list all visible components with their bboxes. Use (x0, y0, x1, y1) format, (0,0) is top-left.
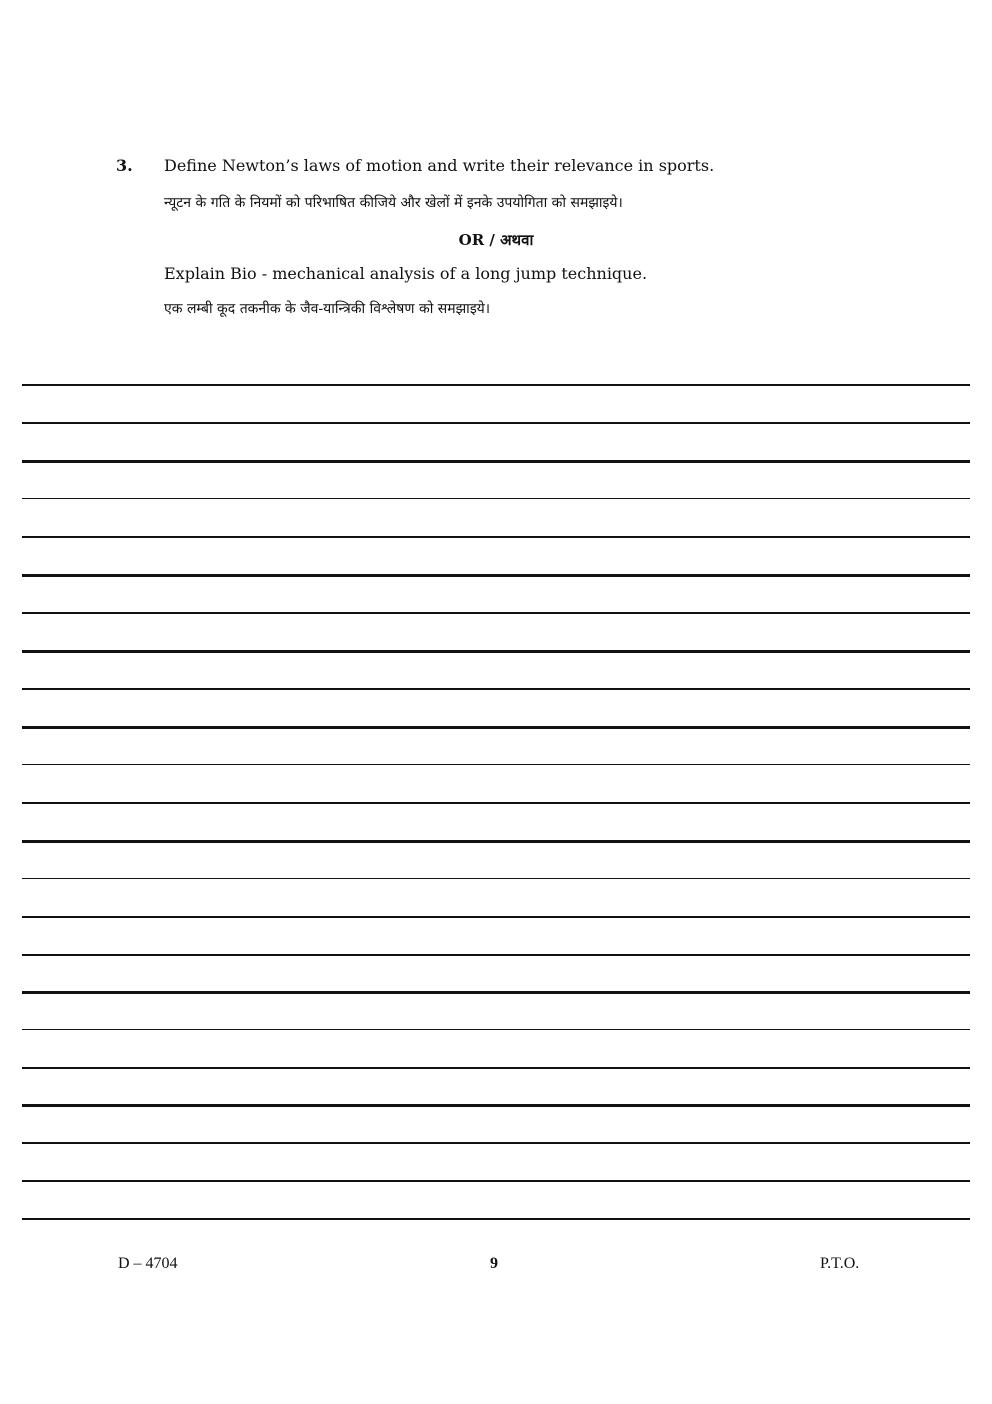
question-number: 3. (116, 156, 133, 175)
answer-line (22, 840, 970, 843)
answer-line (22, 688, 970, 690)
or-separator (0, 230, 992, 250)
answer-line (22, 954, 970, 956)
question-text-hindi: न्यूटन के गति के नियमों को परिभाषित कीजिये और खेलों में इनके उपयोगिता को समझाइये। (164, 195, 623, 211)
question-text-english: Define Newton’s laws of motion and write their relevance in sports. (164, 156, 715, 175)
answer-line (22, 878, 970, 879)
alternative-question-hindi: एक लम्बी कूद तकनीक के जैव-यान्त्रिकी विश्लेषण को समझाइये। (164, 301, 491, 317)
or-label: OR / अथवा (458, 231, 534, 249)
answer-line (22, 574, 970, 577)
paper-code: D – 4704 (118, 1255, 178, 1272)
answer-line (22, 498, 970, 499)
alternative-question-english: Explain Bio - mechanical analysis of a long jump technique. (164, 264, 648, 283)
answer-line (22, 1067, 970, 1069)
answer-line (22, 422, 970, 424)
answer-line (22, 650, 970, 653)
answer-line (22, 384, 970, 386)
answer-line (22, 1180, 970, 1182)
pto-label: P.T.O. (820, 1255, 860, 1272)
page-number: 9 (490, 1255, 498, 1272)
answer-line (22, 612, 970, 614)
answer-line (22, 460, 970, 463)
answer-line (22, 726, 970, 729)
answer-line (22, 802, 970, 804)
answer-line (22, 1029, 970, 1030)
answer-line (22, 916, 970, 918)
answer-line (22, 1218, 970, 1220)
answer-line (22, 536, 970, 538)
answer-line (22, 764, 970, 765)
answer-line (22, 1142, 970, 1144)
answer-line (22, 991, 970, 994)
answer-line (22, 1104, 970, 1107)
